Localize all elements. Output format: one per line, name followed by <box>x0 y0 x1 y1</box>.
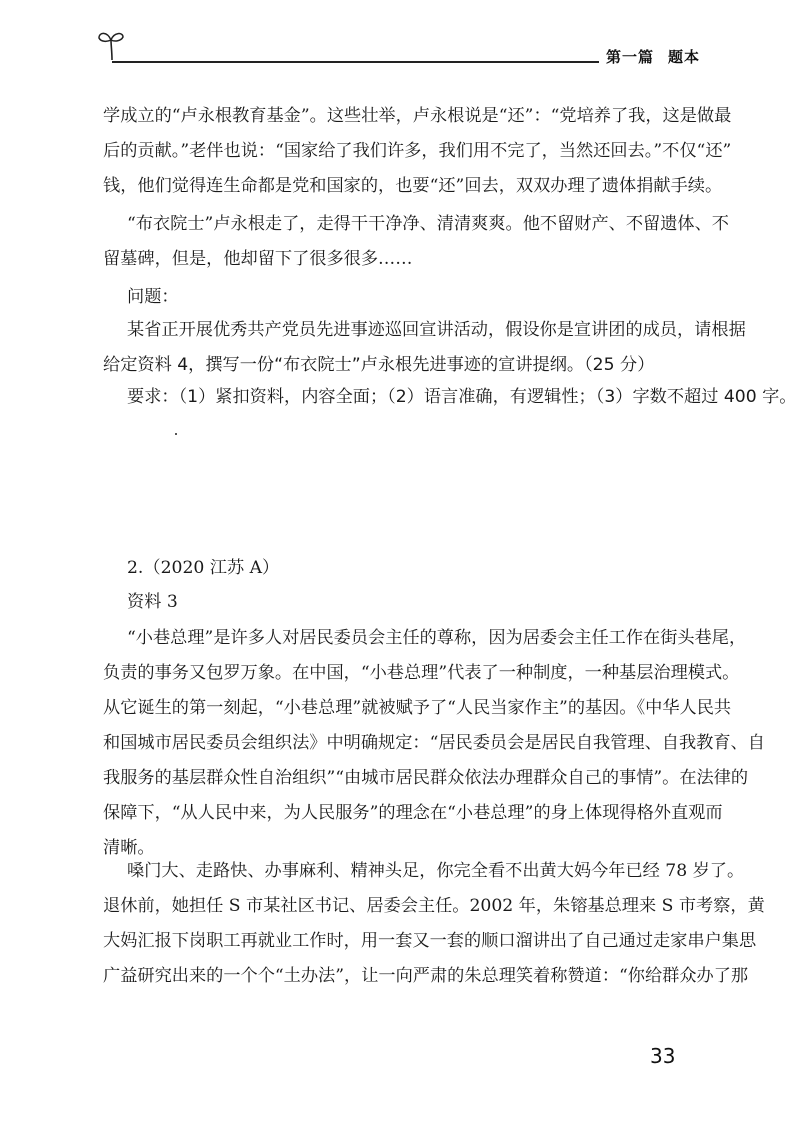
header-rule <box>112 61 599 63</box>
question-label <box>103 280 699 315</box>
text-line: 2.（2020 江苏 A） <box>127 558 280 578</box>
text-line: 后的贡献。”老伴也说：“国家给了我们许多，我们用不完了，当然还回去。”不仅“还” <box>103 141 732 161</box>
part2-paragraph-2 <box>103 854 765 994</box>
text-line: 清晰。 <box>103 838 155 858</box>
text-line: 和国城市居民委员会组织法》中明确规定：“居民委员会是居民自我管理、自我教育、自 <box>103 733 765 753</box>
text-line: 钱，他们觉得连生命都是党和国家的，也要“还”回去，双双办理了遗体捐献手续。 <box>103 176 723 196</box>
text-line: 从它诞生的第一刻起，“小巷总理”就被赋予了“人民当家作主”的基因。《中华人民共 <box>103 698 732 718</box>
text-line: 某省正开展优秀共产党员先进事迹巡回宣讲活动，假设你是宣讲团的成员，请根据 <box>127 320 746 340</box>
text-line: 资料 3 <box>127 592 178 612</box>
text-line: 留墓碑，但是，他却留下了很多很多…… <box>103 249 413 269</box>
page-header <box>0 0 800 80</box>
text-line: 退休前，她担任 S 市某社区书记、居委会主任。2002 年，朱镕基总理来 S 市考察，黄 <box>103 896 765 916</box>
text-line: 问题： <box>127 287 179 307</box>
header-section: 第一篇 <box>606 48 655 66</box>
part1-paragraph-1 <box>103 99 732 204</box>
header-title <box>606 46 700 67</box>
material-label <box>103 585 699 620</box>
question-text <box>103 313 746 383</box>
requirements <box>103 380 797 415</box>
question-number <box>103 551 699 586</box>
sprout-icon <box>97 27 125 61</box>
header-subsection: 题本 <box>668 48 701 66</box>
text-line: 我服务的基层群众性自治组织”“由城市居民群众依法办理群众自己的事情”。在法律的 <box>103 768 749 788</box>
text-line: 负责的事务又包罗万象。在中国，“小巷总理”代表了一种制度，一种基层治理模式。 <box>103 663 740 683</box>
text-line: 要求：（1）紧扣资料，内容全面；（2）语言准确，有逻辑性；（3）字数不超过 400 字。 <box>127 387 797 407</box>
text-line: 给定资料 4，撰写一份“布衣院士”卢永根先进事迹的宣讲提纲。（25 分） <box>103 355 655 375</box>
scan-speck <box>175 433 177 435</box>
text-line: 学成立的“卢永根教育基金”。这些壮举，卢永根说是“还”：“党培养了我，这是做最 <box>103 106 732 126</box>
text-line: 广益研究出来的一个个“土办法”，让一向严肃的朱总理笑着称赞道：“你给群众办了那 <box>103 966 749 986</box>
part1-paragraph-2 <box>103 207 729 277</box>
text-line: “布衣院士”卢永根走了，走得干干净净、清清爽爽。他不留财产、不留遗体、不 <box>127 214 729 234</box>
page-number: 33 <box>650 1044 676 1068</box>
part2-paragraph-1 <box>103 621 765 866</box>
text-line: “小巷总理”是许多人对居民委员会主任的尊称，因为居委会主任工作在街头巷尾， <box>127 628 747 648</box>
text-line: 保障下，“从人民中来，为人民服务”的理念在“小巷总理”的身上体现得格外直观而 <box>103 803 723 823</box>
text-line: 嗓门大、走路快、办事麻利、精神头足，你完全看不出黄大妈今年已经 78 岁了。 <box>127 861 745 881</box>
text-line: 大妈汇报下岗职工再就业工作时，用一套又一套的顺口溜讲出了自己通过走家串户集思 <box>103 931 757 951</box>
